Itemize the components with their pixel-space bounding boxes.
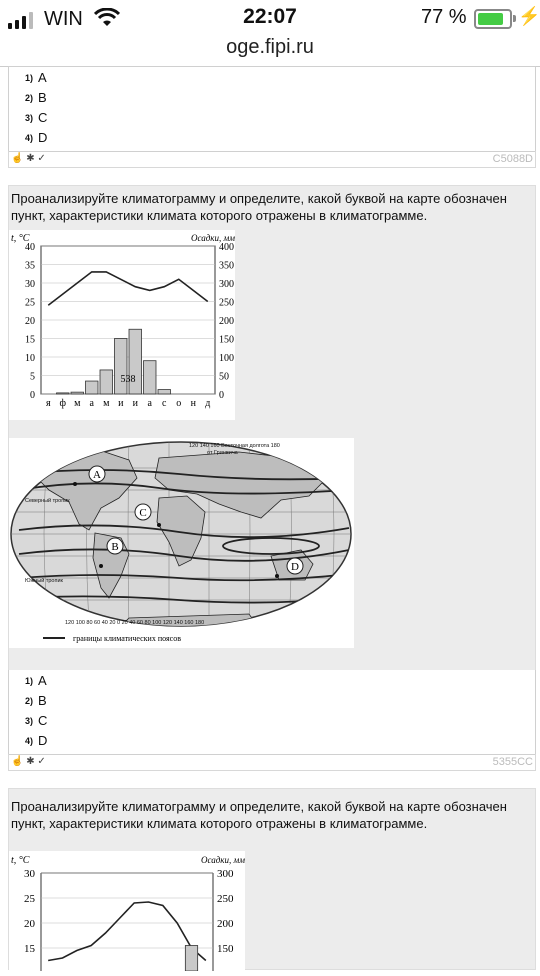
temp-tick: 20 (25, 316, 35, 327)
svg-text:Северный тропик: Северный тропик (25, 498, 70, 504)
option-4[interactable]: 4) D (25, 130, 48, 145)
address-bar[interactable]: oge.fipi.ru (226, 36, 314, 58)
question-text: Проанализируйте климатограмму и определите, какой буквой на карте обозначен пункт, характеристики климата которого отражены в климатограмме. (11, 191, 507, 223)
climatogram (9, 230, 235, 420)
total-precip-label: 538 (120, 374, 136, 385)
question-code: 5355CC (492, 756, 533, 768)
month-label: а (89, 398, 94, 409)
question-footer (8, 754, 536, 771)
question-card (8, 185, 536, 672)
marker-d: D (291, 561, 299, 573)
temp-tick: 30 (24, 868, 35, 880)
temp-tick: 20 (24, 918, 35, 930)
temp-axis-label: t, °C (11, 233, 30, 244)
climate-zones-map (9, 438, 354, 648)
precip-bar (115, 339, 128, 395)
month-label: о (176, 398, 182, 409)
climatogram-chart (9, 851, 245, 971)
marker-a: A (93, 469, 101, 481)
status-bar (0, 0, 540, 36)
temp-tick: 40 (25, 242, 35, 253)
temperature-line (48, 902, 206, 961)
precip-tick: 250 (219, 297, 234, 309)
month-label: я (45, 398, 51, 409)
month-label: н (190, 398, 196, 409)
precip-tick: 200 (219, 316, 234, 327)
month-label: а (147, 398, 152, 409)
temp-tick: 30 (25, 279, 35, 290)
precip-bar (100, 370, 113, 394)
temp-tick: 25 (25, 297, 35, 309)
month-label: с (162, 398, 167, 409)
temp-tick: 10 (25, 353, 35, 364)
temperature-line (48, 272, 208, 305)
marker-c: C (139, 507, 147, 519)
option-2[interactable]: 2) B (25, 693, 47, 708)
marker-b: B (111, 541, 119, 553)
month-label: и (118, 398, 124, 409)
precip-tick: 250 (217, 893, 234, 905)
precip-bar (144, 361, 157, 394)
option-1[interactable]: 1) A (25, 70, 47, 85)
precip-tick: 100 (219, 353, 234, 364)
precip-bar (158, 390, 171, 394)
svg-text:120 140 160 Восточная долгота: 120 140 160 Восточная долгота 180 (189, 443, 280, 449)
battery-icon (474, 9, 512, 29)
precip-bar (71, 392, 84, 394)
temp-tick: 0 (30, 390, 35, 401)
question-code: C5088D (492, 153, 533, 165)
question-card (8, 788, 536, 970)
month-label: ф (59, 398, 66, 409)
temp-tick: 15 (25, 334, 35, 346)
precip-tick: 0 (219, 390, 224, 401)
tools-icons[interactable]: ☝ ✱ ✓ (11, 756, 46, 767)
answer-options-card (8, 670, 536, 755)
question-footer (8, 151, 536, 168)
charging-icon: ⚡ (518, 6, 540, 26)
month-label: д (205, 398, 211, 409)
temp-tick: 5 (30, 371, 35, 383)
precip-bar (86, 381, 99, 394)
precip-tick: 50 (219, 371, 229, 383)
precip-tick: 150 (219, 334, 234, 346)
svg-text:Южный тропик: Южный тропик (25, 578, 63, 584)
precip-axis-label: Осадки, мм (190, 233, 235, 243)
precip-bar (185, 946, 197, 972)
option-4[interactable]: 4) D (25, 733, 48, 748)
month-label: м (74, 398, 81, 409)
precip-bar (57, 393, 70, 394)
tools-icons[interactable]: ☝ ✱ ✓ (11, 153, 46, 164)
temp-tick: 15 (24, 943, 35, 955)
battery-percent: 77 % (421, 6, 467, 28)
option-3[interactable]: 3) C (25, 713, 48, 728)
precip-tick: 200 (217, 918, 234, 930)
precip-tick: 300 (217, 868, 234, 880)
option-1[interactable]: 1) A (25, 673, 47, 688)
carrier-name: WIN (44, 8, 83, 30)
climatogram-chart (9, 230, 235, 420)
precip-tick: 350 (219, 260, 234, 272)
precip-tick: 300 (219, 279, 234, 290)
option-3[interactable]: 3) C (25, 110, 48, 125)
precip-tick: 150 (217, 943, 234, 955)
clock: 22:07 (243, 5, 297, 28)
temp-tick: 35 (25, 260, 35, 272)
option-2[interactable]: 2) B (25, 90, 47, 105)
precip-axis-label: Осадки, мм (200, 855, 245, 865)
answer-options-card (8, 66, 536, 152)
question-text: Проанализируйте климатограмму и определите, какой буквой на карте обозначен пункт, характеристики климата которого отражены в климатограмме. (11, 799, 507, 831)
month-label: и (132, 398, 138, 409)
temp-axis-label: t, °C (11, 855, 30, 866)
temp-tick: 25 (24, 893, 35, 905)
month-label: м (103, 398, 110, 409)
climatogram (9, 851, 245, 971)
svg-text:от Гринвича: от Гринвича (207, 450, 238, 456)
svg-text:120 100 80 60 40 20 0 20 40 60: 120 100 80 60 40 20 0 20 40 60 80 100 120 140 160 180 (65, 620, 205, 626)
legend-label: границы климатических поясов (73, 634, 181, 643)
precip-tick: 400 (219, 242, 234, 253)
world-map (9, 438, 354, 648)
